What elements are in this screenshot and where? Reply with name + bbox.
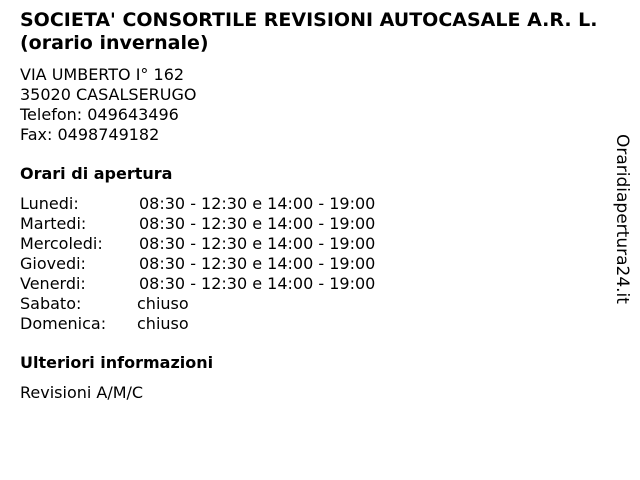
hours-row-sunday [20,314,610,334]
business-name: SOCIETA' CONSORTILE REVISIONI AUTOCASALE A.R. L. (orario invernale) [20,9,598,54]
fax-number: Fax: 0498749182 [20,125,160,144]
hours-day: Domenica: [20,314,107,333]
hours-row-friday [20,274,610,294]
hours-time: 08:30 - 12:30 e 14:00 - 19:00 [139,274,376,293]
hours-day: Giovedi: [20,254,86,273]
hours-row-monday [20,194,610,214]
hours-time: chiuso [137,314,189,333]
hours-time: chiuso [137,294,189,313]
city-address: 35020 CASALSERUGO [20,85,197,104]
site-watermark: Oraridiapertura24.it [612,134,632,304]
address-block [20,65,610,145]
opening-hours-table [20,194,610,334]
hours-time: 08:30 - 12:30 e 14:00 - 19:00 [139,234,376,253]
hours-day: Martedi: [20,214,87,233]
hours-row-wednesday [20,234,610,254]
hours-day: Mercoledi: [20,234,103,253]
hours-day: Sabato: [20,294,82,313]
hours-day: Venerdi: [20,274,86,293]
hours-row-tuesday [20,214,610,234]
street-address: VIA UMBERTO I° 162 [20,65,185,84]
hours-row-saturday [20,294,610,314]
hours-time: 08:30 - 12:30 e 14:00 - 19:00 [139,254,376,273]
hours-day: Lunedi: [20,194,79,213]
hours-row-thursday [20,254,610,274]
additional-info-text: Revisioni A/M/C [20,383,144,402]
hours-time: 08:30 - 12:30 e 14:00 - 19:00 [139,214,376,233]
phone-number: Telefon: 049643496 [20,105,179,124]
listing-card [20,9,610,403]
additional-info-heading: Ulteriori informazioni [20,353,214,372]
opening-hours-heading: Orari di apertura [20,164,173,183]
hours-time: 08:30 - 12:30 e 14:00 - 19:00 [139,194,376,213]
